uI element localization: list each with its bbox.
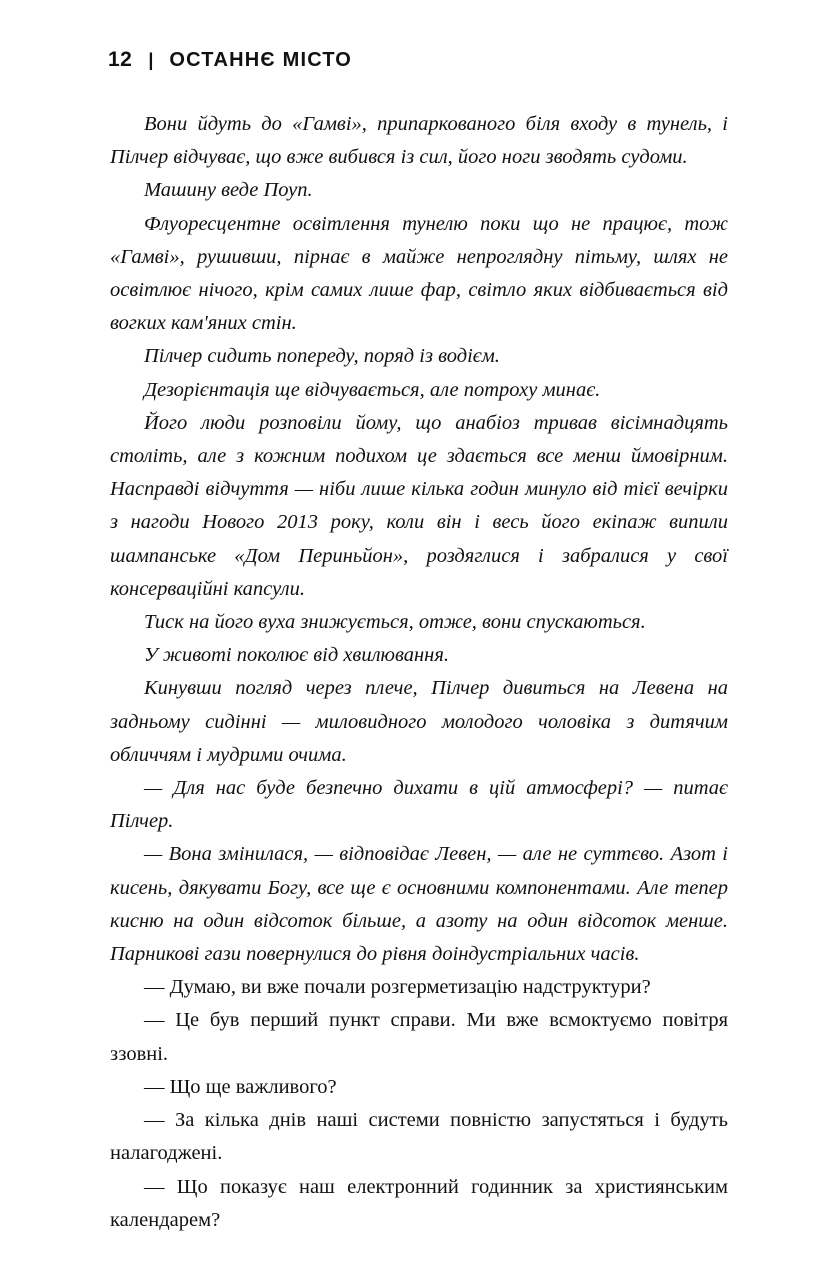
paragraph: Дезорієнтація ще відчувається, але потроху минає. — [144, 378, 601, 401]
paragraph: Машину веде Поуп. — [144, 179, 313, 202]
paragraph: — За кілька днів наші системи повністю запустяться і будуть налагоджені. — [110, 1109, 728, 1165]
paragraph: Флуоресцентне освітлення тунелю поки що не працює, тож «Гамві», рушивши, пірнає в майже непроглядну пітьму, шлях не освітлює нічого, крім самих лише фар, світло яких відбивається від вогких кам'яних стін. — [110, 212, 728, 335]
paragraph: Його люди розповіли йому, що анабіоз тривав вісімнадцять століть, але з кожним подихом це здається все менш ймовірним. Насправді відчуття — ніби лише кілька годин минуло від тієї вечірки з нагоди Нового 2013 року, коли він і весь його екіпаж випили шампанське «Дом Периньйон», роздяглися і забралися у свої консерваційні капсули. — [110, 411, 728, 600]
header-separator: | — [148, 50, 154, 70]
paragraph: У животі поколює від хвилювання. — [144, 644, 449, 667]
page-number: 12 — [108, 48, 133, 71]
paragraph: — Це був перший пункт справи. Ми вже всмоктуємо повітря ззовні. — [110, 1009, 728, 1065]
paragraph: — Вона змінилася, — відповідає Левен, — але не суттєво. Азот і кисень, дякувати Богу, все ще є основними компонентами. Але тепер кисню на один відсоток більше, а азоту на один відсоток менше. Парникові гази повернулися до рівня доіндустріальних часів. — [110, 843, 728, 966]
paragraph: Пілчер сидить попереду, поряд із водієм. — [144, 345, 500, 368]
paragraph: — Що ще важливого? — [144, 1075, 337, 1098]
paragraph: — Для нас буде безпечно дихати в цій атмосфері? — питає Пілчер. — [110, 777, 728, 833]
paragraph: Кинувши погляд через плече, Пілчер дивиться на Левена на задньому сидінні — миловидного молодого чоловіка з дитячим обличчям і мудрими очима. — [110, 677, 728, 766]
paragraph: — Що показує наш електронний годинник за християнським календарем? — [110, 1175, 728, 1231]
paragraph: Тиск на його вуха знижується, отже, вони спускаються. — [144, 611, 646, 634]
paragraph: Вони йдуть до «Гамві», припаркованого біля входу в тунель, і Пілчер відчуває, що вже вибився із сил, його ноги зводять судоми. — [110, 113, 728, 169]
page-header — [108, 48, 728, 72]
paragraph: — Думаю, ви вже почали розгерметизацію надструктури? — [144, 976, 651, 999]
running-title: ОСТАННЄ МІСТО — [169, 49, 353, 71]
body-text — [110, 108, 728, 1237]
